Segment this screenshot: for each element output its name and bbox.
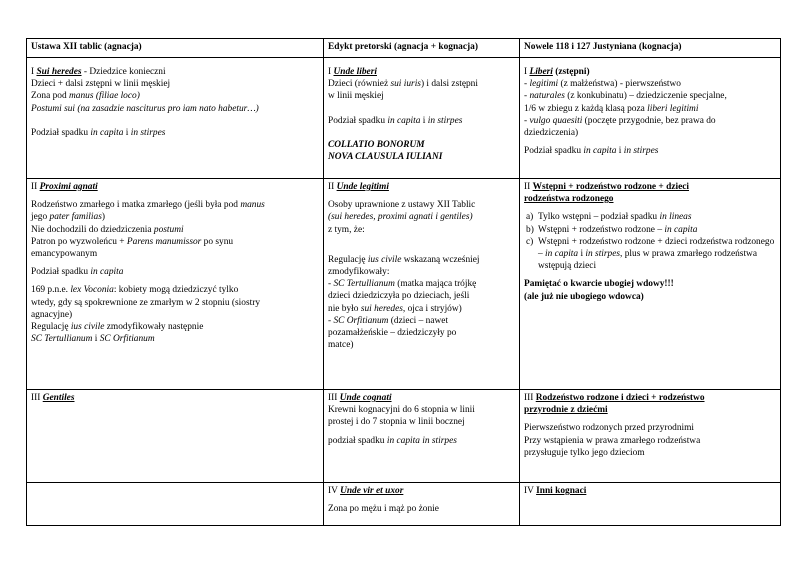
cell-unde-vir-et-uxor [324,483,520,526]
text-line: - vulgo quaesiti (poczęte przygodnie, bez prawa do [524,115,716,126]
cell-unde-legitimi [324,179,520,390]
text-line: dzieci dziedziczyła po dzieciach, jeśli [328,291,470,302]
text-line: - SC Tertullianum (matka mająca trójkę [328,279,477,290]
cell-title: II Wstępni + rodzeństwo rodzone + dzieci [524,182,690,192]
text-line: Patron po wyzwoleńcu + Parens manumissor po synu [31,236,234,247]
text-line: Dzieci + dalsi zstępni w linii męskiej [31,79,171,90]
cell-liberi [520,58,781,179]
cell-title: I Liberi (zstępni) [524,67,590,77]
text-line: przysługuje tylko jego dzieciom [524,447,645,458]
header-row [27,39,781,58]
table-row [27,58,781,179]
text-line: SC Tertullianum i SC Orfitianum [31,334,155,345]
cell-title-cont: rodzeństwa rodzonego [524,194,614,205]
text-line: Pierwszeństwo rodzonych przed przyrodnimi [524,423,695,434]
text-line: - legitimi (z małżeństwa) - pierwszeństwo [524,79,681,90]
text-line: z tym, że: [328,224,365,235]
table-row [27,390,781,483]
text-line: - naturales (z konkubinatu) – dziedziczenie specjalne, [524,91,727,102]
cell-wstepni [520,179,781,390]
cell-title: IV Inni kognaci [524,486,587,496]
cell-title: II Proximi agnati [31,182,98,192]
text-line: Podział spadku in capita i in stirpes [328,115,463,126]
text-line: NOVA CLAUSULA IULIANI [328,152,443,163]
text-line: (sui heredes, proximi agnati i gentiles) [328,212,473,223]
text-line: nie było sui heredes, ojca i stryjów) [328,303,462,314]
text-line: 1/6 w zbiegu z każdą klasą poza liberi legitimi [524,103,699,114]
note-line: Pamiętać o kwarcie ubogiej wdowy!!! [524,279,674,290]
header-nowele: Nowele 118 i 127 Justyniana (kognacja) [520,39,781,58]
cell-empty [27,483,324,526]
text-line: w linii męskiej [328,91,384,102]
list-item: a) Tylko wstępni – podział spadku in lineas [526,212,692,223]
cell-proximi-agnati [27,179,324,390]
text-line: Osoby uprawnione z ustawy XII Tablic [328,200,476,211]
table-row [27,179,781,390]
text-line: Regulację ius civile zmodyfikowały następnie [31,322,204,333]
text-line: matce) [328,340,354,351]
succession-table [26,38,781,526]
cell-title: I Unde liberi [328,67,377,77]
text-line: COLLATIO BONORUM [328,139,425,150]
header-ustawa: Ustawa XII tablic (agnacja) [27,39,324,58]
cell-gentiles [27,390,324,483]
text-line: Rodzeństwo zmarłego i matka zmarłego (jeśli była pod manus [31,200,265,211]
cell-title: III Rodzeństwo rodzone i dzieci + rodzeństwo [524,393,705,403]
text-line: Regulację ius civile wskazaną wcześniej [328,254,480,265]
cell-title-cont: przyrodnie z dziećmi [524,405,608,416]
text-line: Podział spadku in capita i in stirpes [524,146,659,157]
text-line: emancypowanym [31,249,98,260]
text-line: podział spadku in capita in stirpes [328,435,457,446]
cell-unde-cognati [324,390,520,483]
text-line: dziedziczenia) [524,128,579,139]
text-line: jego pater familias) [31,212,105,223]
cell-title: II Unde legitimi [328,182,389,192]
cell-title: I Sui heredes - Dziedzice konieczni [31,67,166,77]
text-line: Zona po mężu i mąż po żonie [328,504,439,515]
table-row [27,483,781,526]
text-line: Krewni kognacyjni do 6 stopnia w linii [328,405,475,416]
text-line: Postumi sui (na zasadzie nasciturus pro iam nato habetur…) [31,103,259,114]
list-item: b) Wstępni + rodzeństwo rodzone – in capita [526,224,698,235]
cell-unde-liberi [324,58,520,179]
cell-title: III Unde cognati [328,393,392,403]
list-item: c) Wstępni + rodzeństwo rodzone + dzieci rodzeństwa rodzonego – in capita i in stirpes, plus w prawa zmarłego rodzeństwa wstępują dzieci [526,236,775,272]
cell-title: IV Unde vir et uxor [328,486,404,496]
cell-inni-kognaci [520,483,781,526]
succession-list [524,211,776,272]
text-line: Zona pod manus (filiae loco) [31,91,140,102]
cell-sui-heredes [27,58,324,179]
note-line: (ale już nie ubogiego wdowca) [524,291,644,302]
text-line: Dzieci (również sui iuris) i dalsi zstępni [328,79,478,90]
text-line: agnacyjne) [31,309,73,320]
cell-title: III Gentiles [31,393,75,403]
cell-rodzenstwo [520,390,781,483]
text-line: Przy wstąpienia w prawa zmarłego rodzeństwa [524,435,701,446]
text-line: - SC Orfitianum (dzieci – nawet [328,315,449,326]
text-line: pozamałżeńskie – dziedziczyły po [328,328,457,339]
header-edykt: Edykt pretorski (agnacja + kognacja) [324,39,520,58]
text-line: zmodyfikowały: [328,267,390,278]
text-line: prostej i do 7 stopnia w linii bocznej [328,417,465,428]
text-line: wtedy, gdy są spokrewnione ze zmarłym w 2 stopniu (siostry [31,297,261,308]
text-line: 169 p.n.e. lex Voconia: kobiety mogą dziedziczyć tylko [31,285,239,296]
text-line: Podział spadku in capita i in stirpes [31,127,166,138]
text-line: Nie dochodzili do dziedziczenia postumi [31,224,184,235]
text-line: Podział spadku in capita [31,267,124,278]
